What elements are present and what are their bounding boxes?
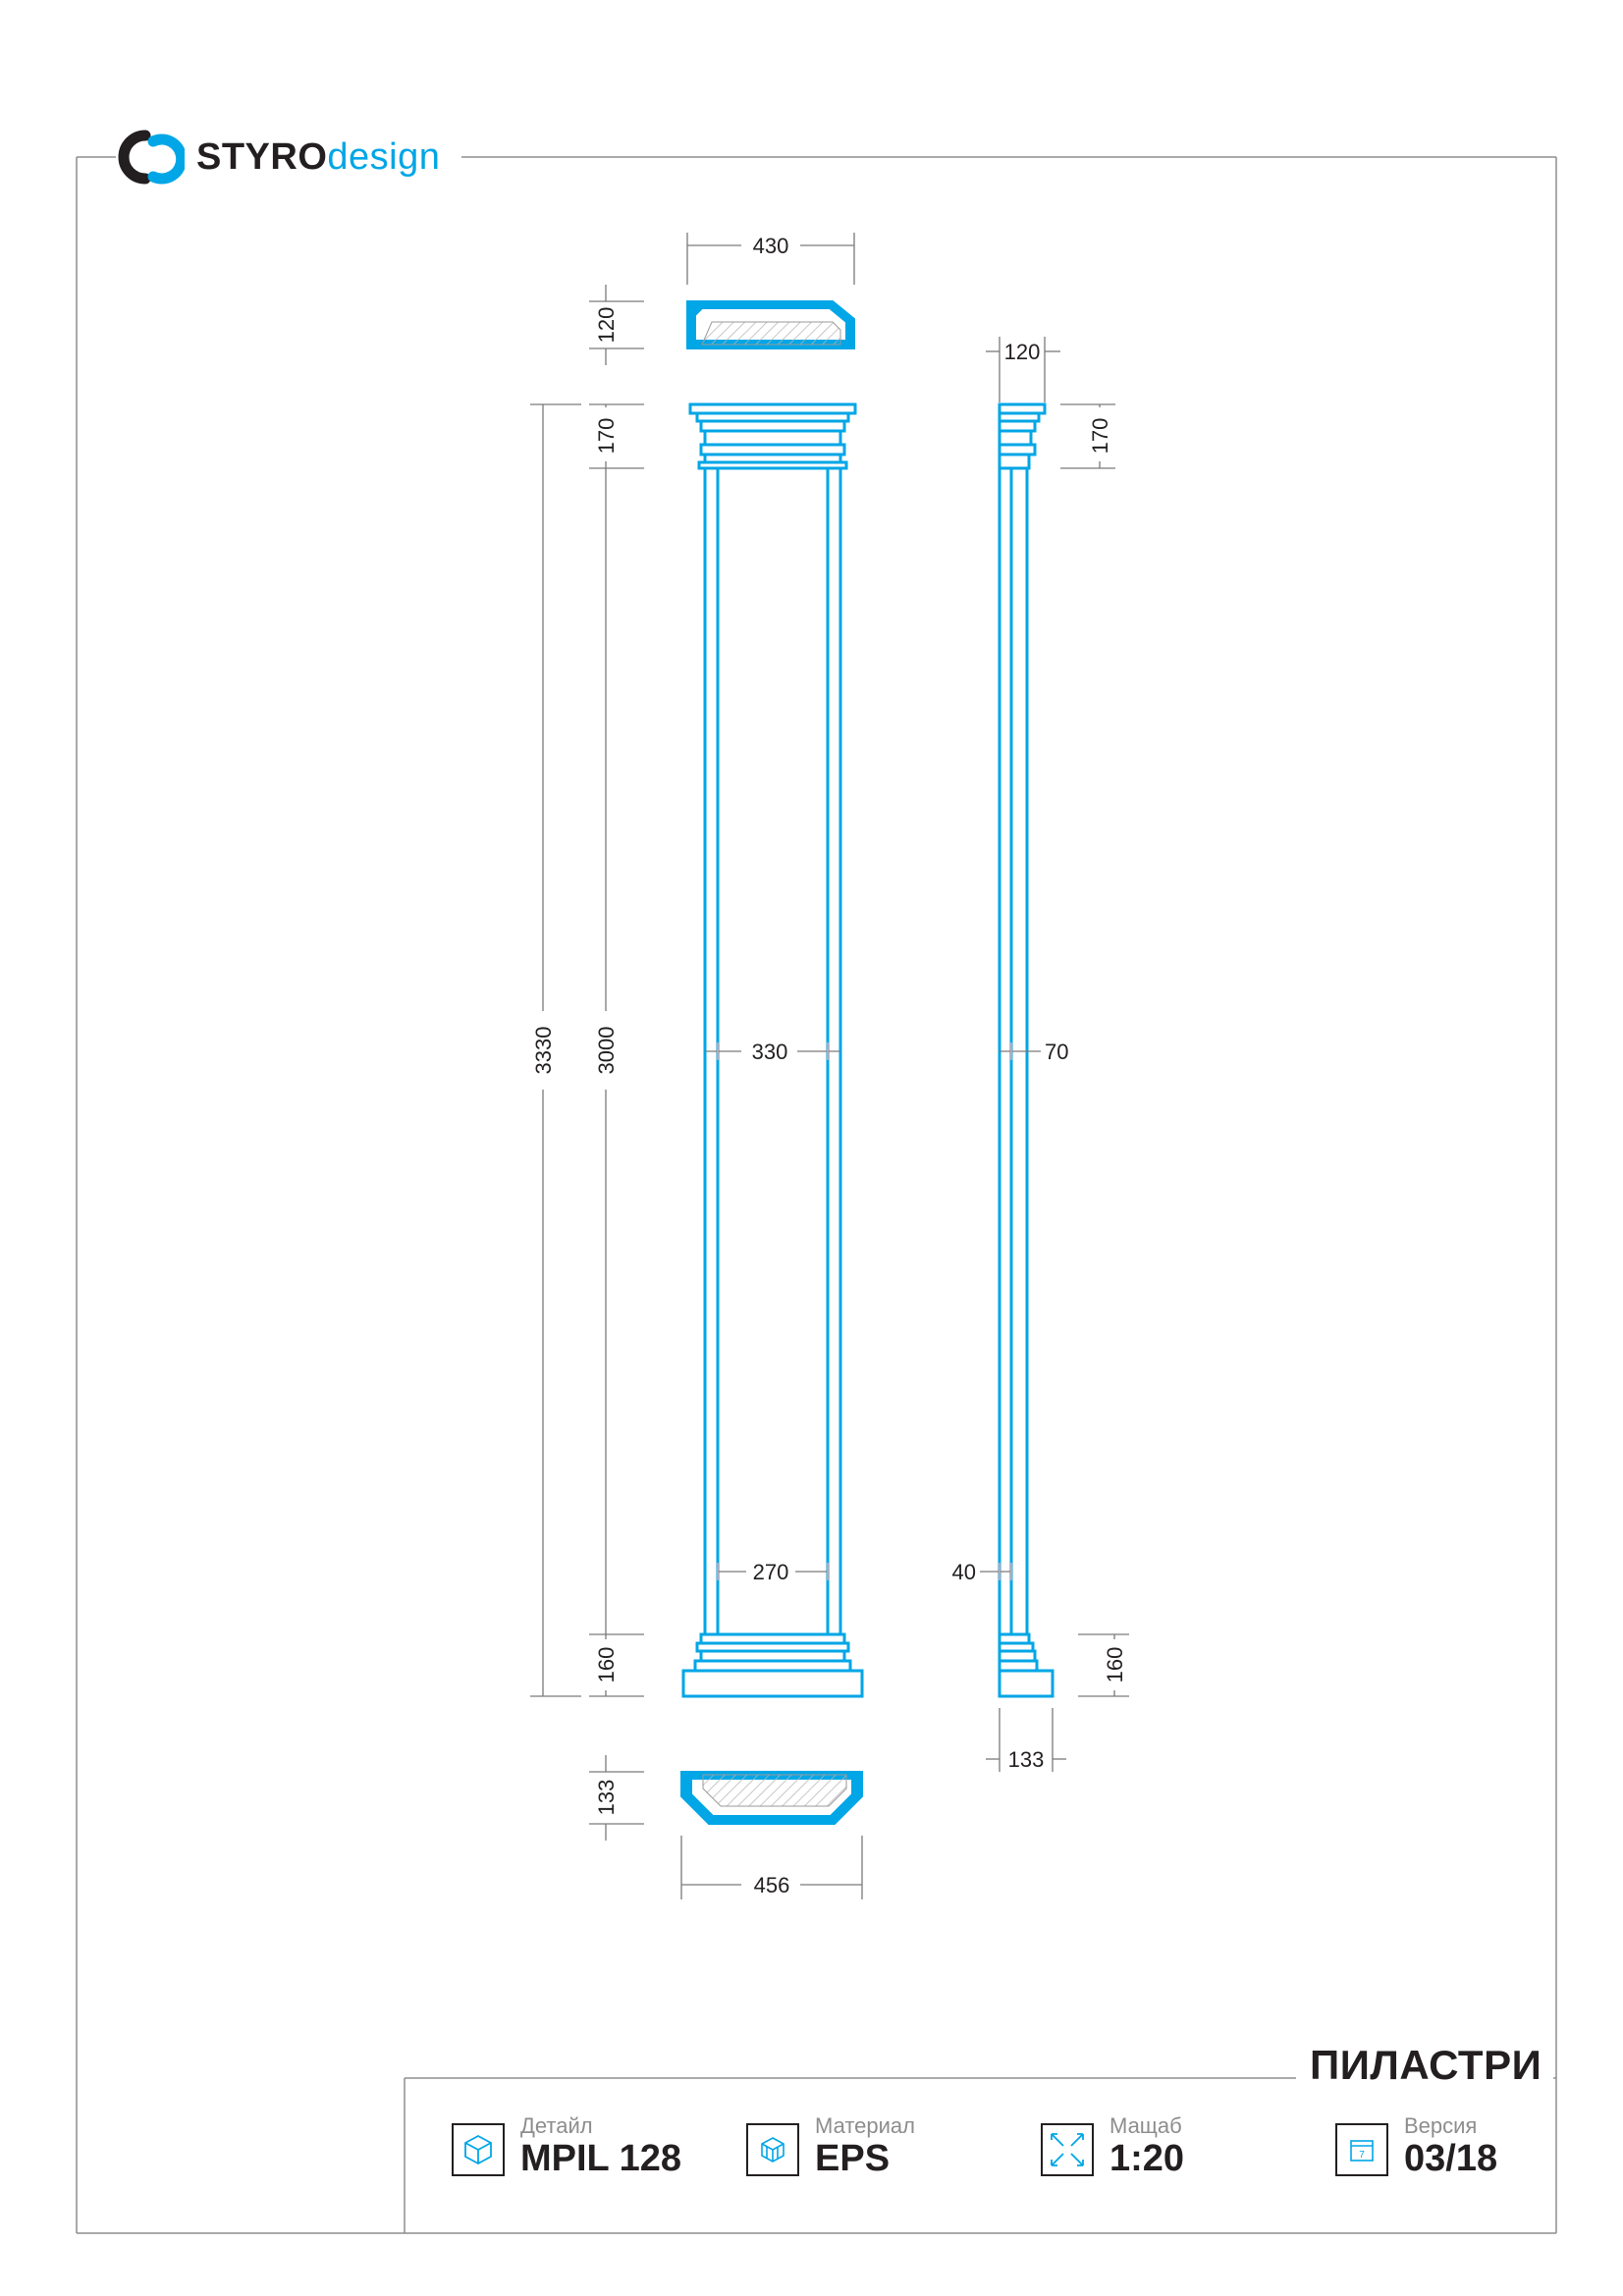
brand-name-light: design [327,135,441,178]
calendar-icon [1335,2123,1388,2176]
side-base [1000,1634,1053,1696]
brand-name-bold: STYRO [196,135,328,178]
capital [690,404,855,468]
scale-icon [1041,2123,1094,2176]
dim-side-base-depth: 133 [1007,1747,1045,1772]
info-scale-value: 1:20 [1109,2138,1185,2179]
dim-side-capital-depth: 120 [1003,340,1041,364]
capital-section [687,301,854,348]
dim-base-section-height: 133 [594,1779,619,1816]
dim-capital-height: 170 [594,417,619,454]
sheet-title: ПИЛАСТРИ [1296,2042,1553,2089]
info-version [1335,2115,1497,2180]
dim-side-shaft-bottom-depth: 40 [951,1560,976,1584]
info-material-label: Материал [815,2113,915,2138]
dim-side-base-height: 160 [1103,1646,1127,1683]
dim-capital-section-height: 120 [594,306,619,344]
dim-shaft-width-bottom: 270 [752,1560,789,1584]
brand-logo [116,128,446,187]
side-capital [1000,404,1045,468]
dim-base-bottom-width: 456 [753,1873,790,1897]
info-detail-label: Детайл [520,2113,593,2138]
info-material [746,2115,915,2180]
info-material-value: EPS [815,2138,891,2179]
dim-side-capital-height: 170 [1088,417,1112,454]
dim-shaft-height: 3000 [594,1026,619,1075]
dim-base-height: 160 [594,1646,619,1683]
brand-name [196,136,440,179]
dim-shaft-width-top: 330 [751,1040,788,1064]
dim-side-shaft-depth: 70 [1045,1040,1069,1064]
cube-icon [452,2123,505,2176]
styrodesign-logo-icon [116,128,185,187]
info-version-label: Версия [1404,2113,1478,2138]
svg-text:7: 7 [1359,2150,1365,2161]
base-section [681,1772,862,1824]
info-version-value: 03/18 [1404,2138,1498,2179]
base [683,1634,862,1696]
info-scale [1041,2115,1184,2180]
dim-capital-top-width: 430 [752,234,789,258]
material-cube-icon [746,2123,799,2176]
info-detail [452,2115,681,2180]
info-scale-label: Мащаб [1109,2113,1182,2138]
dim-total-height: 3330 [531,1026,556,1075]
info-detail-value: MPIL 128 [520,2138,682,2179]
